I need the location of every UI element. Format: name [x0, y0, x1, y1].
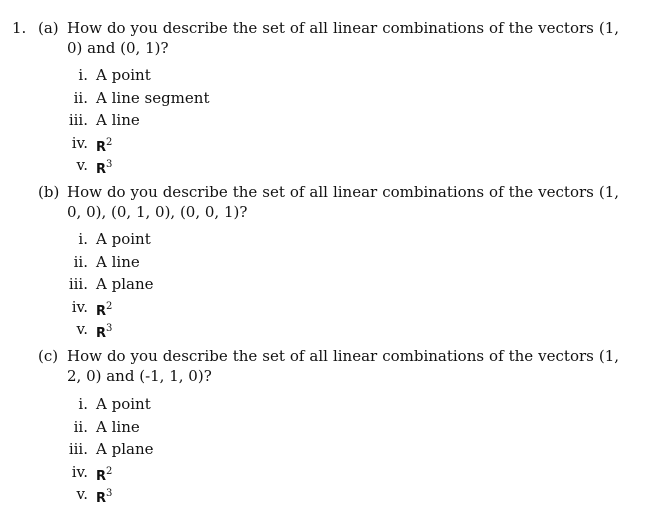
option-numeral: ii. — [73, 88, 88, 107]
problem-number: 1. — [12, 19, 27, 37]
real-numbers-symbol: R — [96, 162, 107, 177]
option-numeral: iii. — [68, 275, 88, 293]
option-text: A line segment — [96, 88, 210, 107]
option-item — [62, 65, 362, 88]
part-b-label: (b) — [38, 183, 60, 201]
option-text — [96, 484, 112, 509]
part-b-options — [62, 229, 362, 342]
part-c-question: How do you describe the set of all linear combinations of the vectors (1, 2, 0) and (-1, 1, 0)? — [67, 347, 619, 385]
option-numeral: v. — [76, 485, 88, 503]
option-numeral: iv. — [71, 133, 88, 152]
real-numbers-symbol: R — [96, 303, 107, 319]
exponent: 3 — [106, 159, 113, 170]
option-item — [62, 297, 362, 320]
part-c-options — [62, 394, 362, 507]
option-item — [62, 319, 362, 342]
option-item — [62, 252, 362, 275]
option-text: A line — [96, 417, 140, 436]
option-text: A plane — [96, 440, 154, 458]
option-text: A plane — [96, 275, 154, 293]
option-text: A point — [96, 66, 151, 84]
option-item — [62, 274, 362, 297]
real-numbers-symbol: R — [96, 491, 107, 506]
option-item — [62, 484, 362, 507]
option-text: A point — [96, 395, 151, 413]
option-text — [96, 133, 112, 158]
part-b-question: How do you describe the set of all linear combinations of the vectors (1, 0, 0), (0, 1, 0), (0, 0, 1)? — [67, 183, 619, 221]
option-numeral: iii. — [68, 111, 88, 129]
exponent: 2 — [106, 465, 113, 477]
option-item — [62, 88, 362, 111]
option-item — [62, 394, 362, 417]
option-numeral: v. — [76, 320, 88, 338]
option-text — [96, 462, 112, 487]
exponent: 2 — [106, 300, 113, 312]
option-text — [96, 297, 112, 322]
option-item — [62, 439, 362, 462]
option-numeral: i. — [78, 230, 88, 248]
option-item — [62, 462, 362, 485]
option-item — [62, 229, 362, 252]
option-numeral: iii. — [68, 440, 88, 458]
option-item — [62, 155, 362, 178]
option-numeral: ii. — [73, 417, 88, 436]
option-text — [96, 319, 112, 344]
option-text: A point — [96, 230, 151, 248]
option-numeral: v. — [76, 156, 88, 174]
real-numbers-symbol: R — [96, 139, 107, 155]
option-numeral: i. — [78, 66, 88, 84]
exponent: 2 — [106, 136, 113, 148]
part-a-options — [62, 65, 362, 178]
part-a-label: (a) — [38, 19, 59, 37]
exponent: 3 — [106, 488, 113, 499]
part-c-label: (c) — [38, 347, 59, 365]
real-numbers-symbol: R — [96, 326, 107, 341]
option-item — [62, 417, 362, 440]
option-numeral: ii. — [73, 252, 88, 271]
exponent: 3 — [106, 323, 113, 334]
option-text: A line — [96, 252, 140, 271]
real-numbers-symbol: R — [96, 468, 107, 484]
option-item — [62, 110, 362, 133]
option-text: A line — [96, 111, 140, 129]
option-numeral: iv. — [71, 462, 88, 481]
option-text — [96, 155, 112, 180]
option-numeral: iv. — [71, 297, 88, 316]
option-numeral: i. — [78, 395, 88, 413]
option-item — [62, 133, 362, 156]
part-a-question: How do you describe the set of all linear combinations of the vectors (1, 0) and (0, 1)? — [67, 19, 619, 57]
